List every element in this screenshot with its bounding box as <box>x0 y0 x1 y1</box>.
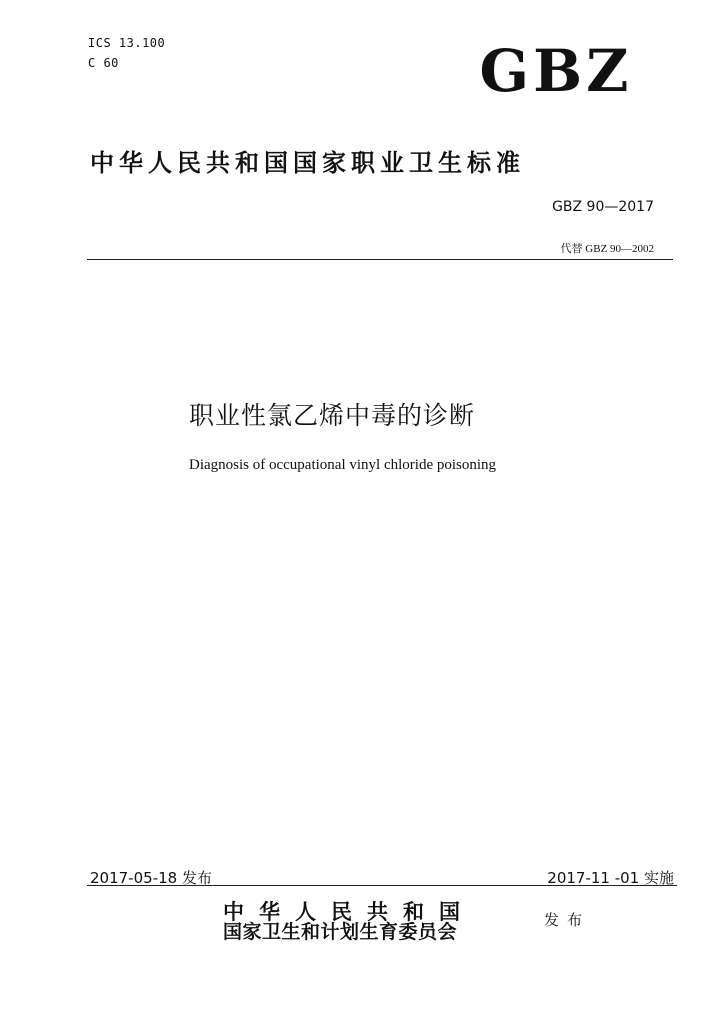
standard-number: GBZ 90—2017 <box>552 199 654 215</box>
footer-divider <box>87 885 677 886</box>
issuer-country: 中华人民共和国 <box>223 899 475 924</box>
ics-code: ICS 13.100 <box>88 36 166 50</box>
document-title-chinese: 职业性氯乙烯中毒的诊断 <box>189 401 476 430</box>
header-divider <box>87 259 673 260</box>
issuer-commission: 国家卫生和计划生育委员会 <box>223 921 458 943</box>
document-title-english: Diagnosis of occupational vinyl chloride poisoning <box>189 457 497 473</box>
standard-category-title: 中华人民共和国国家职业卫生标准 <box>90 149 525 177</box>
ccs-code: C 60 <box>88 56 119 70</box>
gbz-logo: GBZ <box>479 37 633 105</box>
replaces-standard: 代替 GBZ 90—2002 <box>560 243 654 255</box>
implementation-date: 2017-11 -01 实施 <box>547 869 674 887</box>
issue-date: 2017-05-18 发布 <box>90 869 212 887</box>
publish-label: 发布 <box>544 911 591 929</box>
